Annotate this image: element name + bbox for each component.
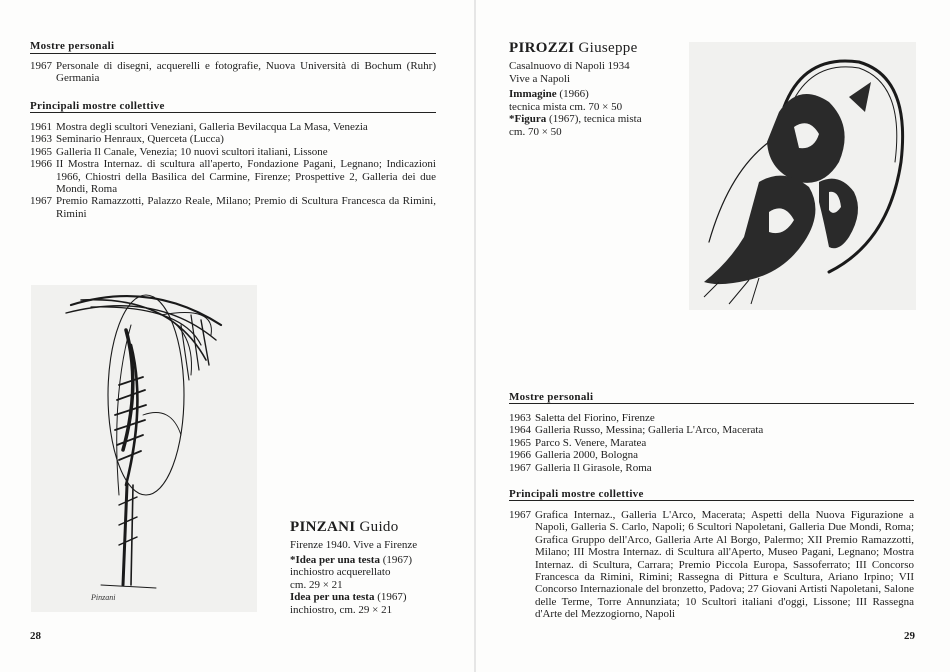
list-item: 1967 Personale di disegni, acquerelli e fotografie, Nuova Università di Bochum (Ruhr) Germania <box>30 60 436 85</box>
artist-info <box>290 539 417 617</box>
personal-exhibitions-list <box>30 60 436 85</box>
list-item: 1965 Galleria Il Canale, Venezia; 10 nuovi scultori italiani, Lissone <box>30 145 328 158</box>
collective-exhibitions-list <box>509 509 914 621</box>
artist-origin: Firenze 1940. Vive a Firenze <box>290 539 418 551</box>
artwork-2: Idea per una testa (1967) <box>290 591 407 604</box>
artwork-1: *Idea per una testa (1967) <box>290 553 413 566</box>
collective-exhibitions-list <box>30 121 436 220</box>
artwork-1: Immagine (1966) <box>509 88 589 101</box>
page-number: 29 <box>904 630 915 642</box>
artist-birth: Casalnuovo di Napoli 1934 <box>509 60 630 72</box>
artist-info <box>509 60 642 139</box>
artwork-1-medium: tecnica mista cm. 70 × 50 <box>509 100 623 113</box>
list-item: 1961 Mostra degli scultori Veneziani, Galleria Bevilacqua La Masa, Venezia <box>30 121 368 133</box>
list-item: 1967 Grafica Internaz., Galleria L'Arco, Macerata; Aspetti della Nuova Figurazione a Napoli, Galleria S. Carlo, Napoli; 6 Scultori Napoletani, Galleria Due Mondi, Roma; Grafica Gruppo dell'Arco, Galleria Arte Al Borgo, Palermo; XII Premio Ramazzotti, Milano; III Mostra Internaz. di Scultura all'Aperto, Museo Pagani, Legnano; Mostra Internaz. di Scultura, Carrara; Premio Piccola Europa, Sassoferrato; III Concorso Francesca da Rimini, Rimini; Rassegna di Pittura e Scultura, Ariano Irpino; VII Concorso Internazionale del bronzetto, Padova; 27 Giovani Artisti Napoletani, Salone delle Terme, Torre Annunziata; 10 Scultori italiani d'oggi, Lissone; III Rassegna d'Arte del Mezzogiorno, Napoli <box>509 509 914 621</box>
artwork-1-size: cm. 29 × 21 <box>290 578 343 591</box>
signature-mark: Pinzani <box>91 593 116 602</box>
list-item: 1965 Parco S. Venere, Maratea <box>509 436 647 449</box>
artist-name: PIROZZI Giuseppe <box>509 40 638 56</box>
artwork-2-size: cm. 70 × 50 <box>509 125 562 138</box>
section-rule <box>30 53 436 54</box>
left-page <box>0 0 474 672</box>
list-item: 1967 Premio Ramazzotti, Palazzo Reale, Milano; Premio di Scultura Francesca da Rimini, Rimini <box>30 195 436 220</box>
ink-drawing-image <box>31 285 257 612</box>
artist-name: PINZANI Guido <box>290 519 399 535</box>
right-page <box>476 0 950 672</box>
personal-exhibitions-list <box>509 412 914 474</box>
list-item: 1967 Galleria Il Girasole, Roma <box>509 461 652 474</box>
section-rule <box>30 112 436 113</box>
pirozzi-artwork <box>689 42 916 310</box>
section-rule <box>509 500 914 501</box>
list-item: 1966 Galleria 2000, Bologna <box>509 449 638 462</box>
list-item: 1963 Seminario Henraux, Querceta (Lucca) <box>30 133 224 146</box>
list-item: 1963 Saletta del Fiorino, Firenze <box>509 412 655 424</box>
collective-exhibitions-heading: Principali mostre collettive <box>30 100 165 112</box>
artist-residence: Vive a Napoli <box>509 72 571 85</box>
artwork-1-medium: inchiostro acquerellato <box>290 566 391 579</box>
page-number: 28 <box>30 630 41 642</box>
artwork-2: *Figura (1967), tecnica mista <box>509 113 642 126</box>
personal-exhibitions-heading: Mostre personali <box>30 40 115 52</box>
list-item: 1966 II Mostra Internaz. di scultura all'aperto, Fondazione Pagani, Legnano; Indicazioni 1966, Chiostri della Basilica del Carmine, Firenze; Prospettive 2, Galleria dei due Mondi, Roma <box>30 158 436 196</box>
personal-exhibitions-heading: Mostre personali <box>509 391 594 403</box>
mixed-media-image <box>689 42 916 310</box>
artwork-2-medium: inchiostro, cm. 29 × 21 <box>290 603 393 616</box>
list-item: 1964 Galleria Russo, Messina; Galleria L'Arco, Macerata <box>509 424 764 437</box>
section-rule <box>509 403 914 404</box>
collective-exhibitions-heading: Principali mostre collettive <box>509 488 644 500</box>
pinzani-drawing <box>31 285 257 612</box>
